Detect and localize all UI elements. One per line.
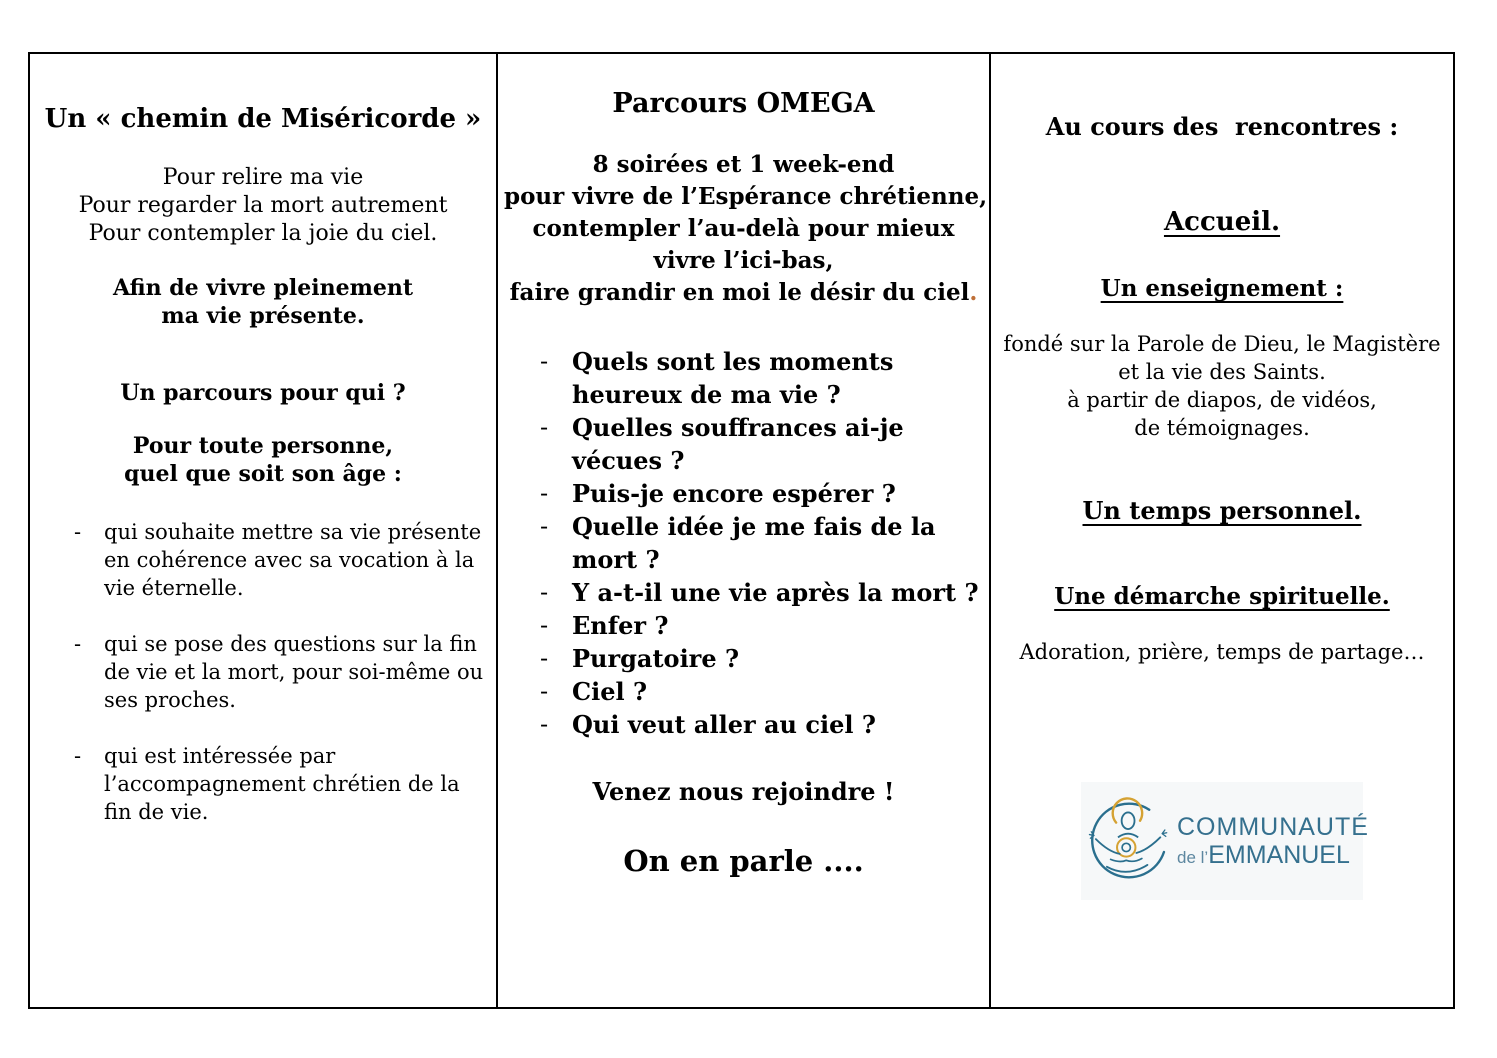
enseignement-line: de témoignages.	[1134, 416, 1310, 440]
bullet-text: Puis-je encore espérer ?	[572, 479, 896, 508]
middle-panel-title: Parcours OMEGA	[612, 88, 875, 119]
bullet-dash: -	[540, 479, 549, 507]
left-panel-title: Un « chemin de Miséricorde »	[44, 104, 482, 134]
logo-emmanuel-text: EMMANUEL	[1208, 841, 1350, 869]
logo-line-emmanuel	[1177, 841, 1369, 869]
desc-line: vivre l’ici-bas,	[653, 247, 834, 274]
desc-line: contempler l’au-delà pour mieux	[532, 215, 955, 242]
left-intro-block	[38, 164, 488, 248]
desc-line: pour vivre de l’Espérance chrétienne,	[504, 183, 988, 210]
enseignement-line: fondé sur la Parole de Dieu, le Magistère	[1003, 332, 1441, 356]
bullet-item	[540, 675, 981, 708]
heading-accueil: Accueil.	[1163, 207, 1281, 237]
goal-line: ma vie présente.	[161, 303, 365, 329]
bullet-dash: -	[540, 611, 549, 639]
closing-line: On en parle ....	[623, 844, 864, 878]
bullet-text: Quels sont les moments heureux de ma vie ?	[572, 347, 894, 409]
bullet-text: Quelle idée je me fais de la mort ?	[572, 512, 936, 574]
bullet-dash: -	[74, 632, 82, 656]
left-question-heading: Un parcours pour qui ?	[120, 380, 406, 406]
bullet-item	[540, 708, 981, 741]
logo-de-l-prefix: de l’	[1177, 848, 1209, 867]
left-goal-block	[38, 274, 488, 330]
bullet-item	[74, 742, 486, 826]
communaute-emmanuel-logo	[1081, 782, 1369, 900]
bullet-item	[74, 630, 486, 714]
middle-question-list	[504, 345, 983, 741]
desc-line-text: faire grandir en moi le désir du ciel	[509, 279, 970, 306]
bullet-item	[540, 411, 981, 477]
bullet-text: qui souhaite mettre sa vie présente en cohérence avec sa vocation à la vie éternelle.	[104, 520, 482, 600]
desc-line-last	[504, 277, 983, 309]
bullet-text: Qui veut aller au ciel ?	[572, 710, 876, 739]
bullet-dash: -	[540, 413, 549, 441]
bullet-text: qui se pose des questions sur la fin de vie et la mort, pour soi-même ou ses proches.	[104, 632, 484, 712]
logo-wordmark	[1177, 813, 1369, 869]
middle-description-block	[504, 149, 988, 309]
heading-temps-personnel: Un temps personnel.	[1082, 496, 1362, 525]
orange-period: .	[969, 279, 978, 306]
bullet-dash: -	[540, 710, 549, 738]
bullet-item	[540, 576, 981, 609]
intro-line: Pour regarder la mort autrement	[78, 193, 448, 218]
bullet-text: Enfer ?	[572, 611, 669, 640]
bullet-text: Quelles souffrances ai-je vécues ?	[572, 413, 904, 475]
audience-line: Pour toute personne,	[132, 433, 394, 459]
left-audience-block	[38, 432, 488, 488]
left-bullet-list	[38, 518, 488, 826]
enseignement-line: à partir de diapos, de vidéos,	[1067, 388, 1377, 412]
trifold-table	[28, 52, 1455, 1009]
adoration-line: Adoration, prière, temps de partage…	[1019, 640, 1425, 664]
intro-line: Pour relire ma vie	[162, 165, 364, 190]
enseignement-description	[999, 330, 1445, 442]
bullet-dash: -	[540, 677, 549, 705]
bullet-text: Y a-t-il une vie après la mort ?	[572, 578, 979, 607]
bullet-item	[540, 345, 981, 411]
bullet-item	[540, 642, 981, 675]
panel-parcours-omega	[496, 54, 989, 1007]
bullet-text: Ciel ?	[572, 677, 648, 706]
heading-demarche-spirituelle: Une démarche spirituelle.	[1054, 583, 1390, 610]
bullet-dash: -	[540, 578, 549, 606]
heading-enseignement: Un enseignement :	[1100, 275, 1344, 302]
bullet-item	[74, 518, 486, 602]
madonna-child-emblem-icon	[1083, 789, 1175, 893]
goal-line: Afin de vivre pleinement	[112, 275, 414, 301]
bullet-text: Purgatoire ?	[572, 644, 740, 673]
intro-line: Pour contempler la joie du ciel.	[88, 221, 438, 246]
right-panel-title: Au cours des rencontres :	[1045, 112, 1399, 141]
bullet-dash: -	[74, 520, 82, 544]
invite-line: Venez nous rejoindre !	[592, 777, 895, 806]
bullet-item	[540, 477, 981, 510]
desc-line: 8 soirées et 1 week-end	[592, 151, 895, 178]
bullet-dash: -	[540, 512, 549, 540]
bullet-item	[540, 510, 981, 576]
logo-line-communaute: COMMUNAUTÉ	[1177, 813, 1369, 841]
bullet-dash: -	[540, 347, 549, 375]
bullet-item	[540, 609, 981, 642]
panel-rencontres	[989, 54, 1453, 1007]
bullet-dash: -	[74, 744, 82, 768]
panel-chemin-misericorde	[30, 54, 496, 1007]
enseignement-line: et la vie des Saints.	[1118, 360, 1326, 384]
bullet-text: qui est intéressée par l’accompagnement chrétien de la fin de vie.	[104, 744, 460, 824]
bullet-dash: -	[540, 644, 549, 672]
audience-line: quel que soit son âge :	[124, 461, 402, 487]
